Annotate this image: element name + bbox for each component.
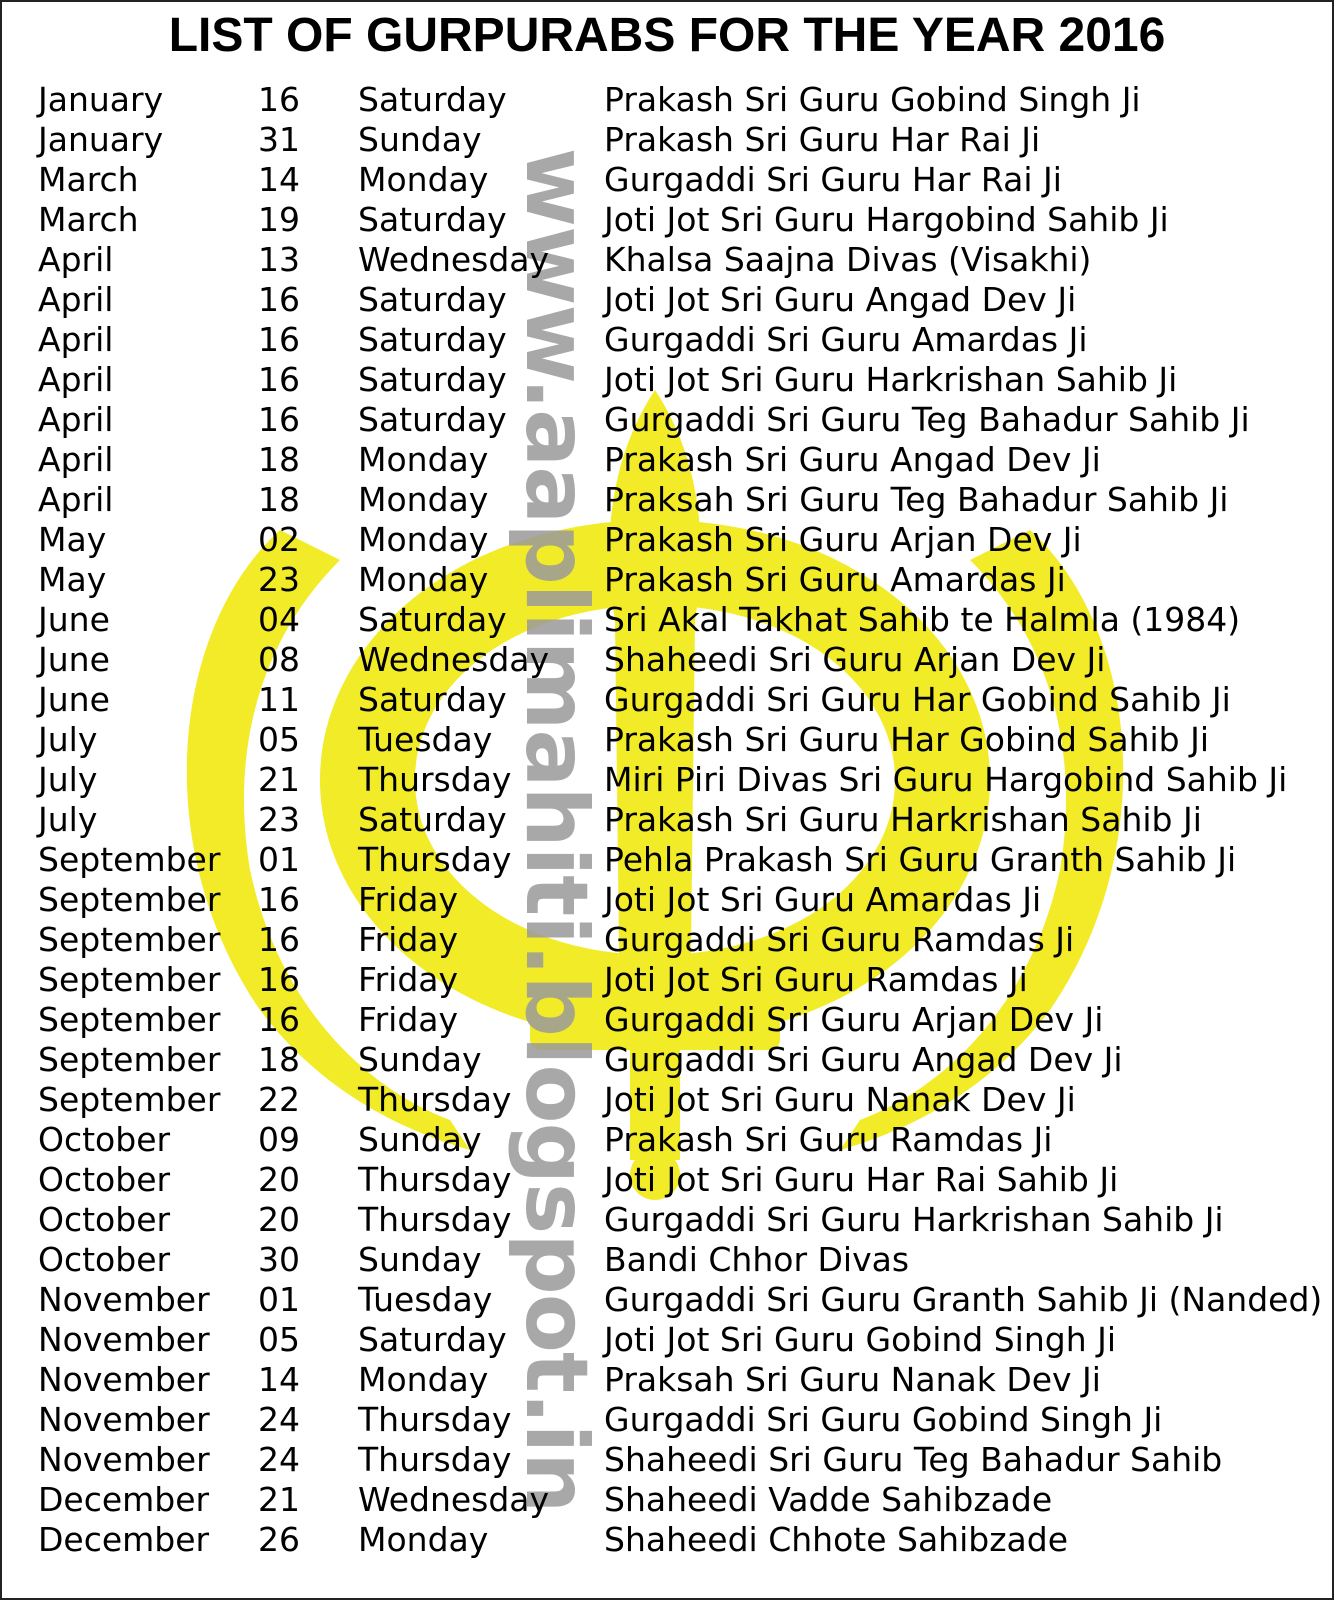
list-item xyxy=(0,960,1334,1000)
list-item xyxy=(0,1440,1334,1480)
row-day: 21 xyxy=(258,1480,300,1519)
row-day: 24 xyxy=(258,1400,300,1439)
row-weekday: Thursday xyxy=(358,760,512,799)
row-event: Gurgaddi Sri Guru Arjan Dev Ji xyxy=(604,1000,1104,1039)
row-event: Prakash Sri Guru Arjan Dev Ji xyxy=(604,520,1082,559)
row-day: 01 xyxy=(258,1280,300,1319)
row-day: 20 xyxy=(258,1160,300,1199)
row-event: Joti Jot Sri Guru Ramdas Ji xyxy=(604,960,1028,999)
row-weekday: Saturday xyxy=(358,800,507,839)
row-weekday: Tuesday xyxy=(358,720,493,759)
row-month: November xyxy=(38,1320,210,1359)
row-weekday: Tuesday xyxy=(358,1280,493,1319)
row-event: Joti Jot Sri Guru Angad Dev Ji xyxy=(604,280,1077,319)
list-item xyxy=(0,1080,1334,1120)
row-event: Khalsa Saajna Divas (Visakhi) xyxy=(604,240,1092,279)
row-month: September xyxy=(38,840,221,879)
row-month: September xyxy=(38,1000,221,1039)
row-event: Joti Jot Sri Guru Amardas Ji xyxy=(604,880,1042,919)
row-day: 16 xyxy=(258,400,300,439)
row-day: 22 xyxy=(258,1080,300,1119)
list-item xyxy=(0,760,1334,800)
row-month: May xyxy=(38,520,107,559)
list-item xyxy=(0,1040,1334,1080)
row-month: November xyxy=(38,1360,210,1399)
row-day: 13 xyxy=(258,240,300,279)
row-weekday: Thursday xyxy=(358,1440,512,1479)
row-day: 16 xyxy=(258,280,300,319)
row-weekday: Wednesday xyxy=(358,1480,550,1519)
row-weekday: Saturday xyxy=(358,320,507,359)
list-item xyxy=(0,1280,1334,1320)
list-item xyxy=(0,480,1334,520)
row-month: April xyxy=(38,480,114,519)
row-month: November xyxy=(38,1400,210,1439)
row-day: 16 xyxy=(258,320,300,359)
row-weekday: Thursday xyxy=(358,1160,512,1199)
list-item xyxy=(0,160,1334,200)
row-month: October xyxy=(38,1200,171,1239)
row-day: 09 xyxy=(258,1120,300,1159)
row-month: December xyxy=(38,1520,210,1559)
row-month: November xyxy=(38,1440,210,1479)
row-event: Prakash Sri Guru Ramdas Ji xyxy=(604,1120,1053,1159)
row-weekday: Sunday xyxy=(358,1040,482,1079)
list-item xyxy=(0,320,1334,360)
row-event: Prakash Sri Guru Amardas Ji xyxy=(604,560,1066,599)
row-weekday: Friday xyxy=(358,880,459,919)
list-item xyxy=(0,1120,1334,1160)
row-day: 16 xyxy=(258,1000,300,1039)
list-item xyxy=(0,440,1334,480)
row-event: Bandi Chhor Divas xyxy=(604,1240,910,1279)
row-weekday: Monday xyxy=(358,440,489,479)
row-event: Prakash Sri Guru Gobind Singh Ji xyxy=(604,80,1141,119)
row-day: 18 xyxy=(258,480,300,519)
list-item xyxy=(0,80,1334,120)
row-day: 05 xyxy=(258,720,300,759)
row-day: 18 xyxy=(258,1040,300,1079)
row-event: Gurgaddi Sri Guru Granth Sahib Ji (Nanded) xyxy=(604,1280,1323,1319)
row-month: January xyxy=(38,80,164,119)
row-event: Sri Akal Takhat Sahib te Halmla (1984) xyxy=(604,600,1241,639)
row-event: Joti Jot Sri Guru Harkrishan Sahib Ji xyxy=(604,360,1178,399)
row-weekday: Saturday xyxy=(358,680,507,719)
row-day: 23 xyxy=(258,560,300,599)
watermark-url-text: www.aaplimahiti.blogspot.in xyxy=(506,147,606,1513)
row-event: Joti Jot Sri Guru Nanak Dev Ji xyxy=(604,1080,1076,1119)
row-weekday: Monday xyxy=(358,520,489,559)
row-month: April xyxy=(38,400,114,439)
row-event: Gurgaddi Sri Guru Gobind Singh Ji xyxy=(604,1400,1163,1439)
row-weekday: Friday xyxy=(358,1000,459,1039)
row-day: 14 xyxy=(258,1360,300,1399)
list-item xyxy=(0,120,1334,160)
row-event: Pehla Prakash Sri Guru Granth Sahib Ji xyxy=(604,840,1237,879)
row-day: 24 xyxy=(258,1440,300,1479)
list-item xyxy=(0,1360,1334,1400)
row-weekday: Thursday xyxy=(358,1400,512,1439)
list-item xyxy=(0,200,1334,240)
list-item xyxy=(0,1320,1334,1360)
row-day: 18 xyxy=(258,440,300,479)
row-month: June xyxy=(38,640,110,679)
row-event: Shaheedi Chhote Sahibzade xyxy=(604,1520,1068,1559)
row-event: Praksah Sri Guru Nanak Dev Ji xyxy=(604,1360,1101,1399)
row-day: 19 xyxy=(258,200,300,239)
row-event: Gurgaddi Sri Guru Teg Bahadur Sahib Ji xyxy=(604,400,1250,439)
row-day: 01 xyxy=(258,840,300,879)
list-item xyxy=(0,240,1334,280)
row-event: Gurgaddi Sri Guru Amardas Ji xyxy=(604,320,1088,359)
row-day: 04 xyxy=(258,600,300,639)
row-month: April xyxy=(38,320,114,359)
list-item xyxy=(0,1200,1334,1240)
list-item xyxy=(0,880,1334,920)
list-item xyxy=(0,1400,1334,1440)
row-month: May xyxy=(38,560,107,599)
row-month: September xyxy=(38,1040,221,1079)
row-month: September xyxy=(38,880,221,919)
row-day: 26 xyxy=(258,1520,300,1559)
row-weekday: Friday xyxy=(358,920,459,959)
row-day: 16 xyxy=(258,80,300,119)
row-event: Prakash Sri Guru Har Rai Ji xyxy=(604,120,1041,159)
row-weekday: Saturday xyxy=(358,600,507,639)
row-day: 31 xyxy=(258,120,300,159)
row-weekday: Saturday xyxy=(358,280,507,319)
list-item xyxy=(0,840,1334,880)
row-month: April xyxy=(38,360,114,399)
row-weekday: Monday xyxy=(358,1520,489,1559)
row-month: April xyxy=(38,440,114,479)
row-weekday: Sunday xyxy=(358,1120,482,1159)
row-month: March xyxy=(38,200,139,239)
list-item xyxy=(0,520,1334,560)
row-event: Prakash Sri Guru Angad Dev Ji xyxy=(604,440,1101,479)
row-weekday: Thursday xyxy=(358,1080,512,1119)
row-month: October xyxy=(38,1120,171,1159)
row-event: Joti Jot Sri Guru Har Rai Sahib Ji xyxy=(604,1160,1119,1199)
row-day: 16 xyxy=(258,960,300,999)
row-event: Prakash Sri Guru Harkrishan Sahib Ji xyxy=(604,800,1202,839)
row-day: 30 xyxy=(258,1240,300,1279)
list-item xyxy=(0,640,1334,680)
row-event: Shaheedi Sri Guru Arjan Dev Ji xyxy=(604,640,1106,679)
row-weekday: Monday xyxy=(358,160,489,199)
row-month: September xyxy=(38,920,221,959)
row-event: Gurgaddi Sri Guru Har Rai Ji xyxy=(604,160,1062,199)
row-weekday: Sunday xyxy=(358,1240,482,1279)
row-day: 16 xyxy=(258,920,300,959)
row-event: Gurgaddi Sri Guru Angad Dev Ji xyxy=(604,1040,1123,1079)
row-month: June xyxy=(38,600,110,639)
row-weekday: Monday xyxy=(358,560,489,599)
list-item xyxy=(0,400,1334,440)
row-month: March xyxy=(38,160,139,199)
row-weekday: Saturday xyxy=(358,80,507,119)
row-weekday: Thursday xyxy=(358,1200,512,1239)
row-day: 21 xyxy=(258,760,300,799)
row-month: December xyxy=(38,1480,210,1519)
row-weekday: Saturday xyxy=(358,1320,507,1359)
list-item xyxy=(0,1160,1334,1200)
row-month: April xyxy=(38,240,114,279)
row-event: Gurgaddi Sri Guru Harkrishan Sahib Ji xyxy=(604,1200,1224,1239)
row-weekday: Saturday xyxy=(358,400,507,439)
row-day: 08 xyxy=(258,640,300,679)
row-weekday: Sunday xyxy=(358,120,482,159)
list-item xyxy=(0,1520,1334,1560)
row-month: October xyxy=(38,1240,171,1279)
list-item xyxy=(0,1480,1334,1520)
row-month: April xyxy=(38,280,114,319)
row-day: 23 xyxy=(258,800,300,839)
list-item xyxy=(0,1240,1334,1280)
row-month: November xyxy=(38,1280,210,1319)
row-day: 14 xyxy=(258,160,300,199)
row-month: January xyxy=(38,120,164,159)
list-item xyxy=(0,800,1334,840)
row-weekday: Monday xyxy=(358,480,489,519)
list-item xyxy=(0,920,1334,960)
row-month: October xyxy=(38,1160,171,1199)
row-day: 20 xyxy=(258,1200,300,1239)
row-event: Prakash Sri Guru Har Gobind Sahib Ji xyxy=(604,720,1210,759)
row-weekday: Monday xyxy=(358,1360,489,1399)
row-event: Gurgaddi Sri Guru Ramdas Ji xyxy=(604,920,1075,959)
list-item xyxy=(0,720,1334,760)
row-event: Miri Piri Divas Sri Guru Hargobind Sahib Ji xyxy=(604,760,1288,799)
list-item xyxy=(0,280,1334,320)
row-month: September xyxy=(38,1080,221,1119)
row-weekday: Thursday xyxy=(358,840,512,879)
row-event: Joti Jot Sri Guru Gobind Singh Ji xyxy=(604,1320,1117,1359)
row-weekday: Saturday xyxy=(358,200,507,239)
row-day: 11 xyxy=(258,680,300,719)
row-event: Shaheedi Sri Guru Teg Bahadur Sahib xyxy=(604,1440,1223,1479)
row-event: Shaheedi Vadde Sahibzade xyxy=(604,1480,1053,1519)
list-item xyxy=(0,680,1334,720)
row-month: July xyxy=(38,720,98,759)
row-event: Praksah Sri Guru Teg Bahadur Sahib Ji xyxy=(604,480,1229,519)
list-item xyxy=(0,360,1334,400)
row-day: 02 xyxy=(258,520,300,559)
row-weekday: Wednesday xyxy=(358,640,550,679)
row-month: July xyxy=(38,760,98,799)
row-event: Joti Jot Sri Guru Hargobind Sahib Ji xyxy=(604,200,1169,239)
row-day: 16 xyxy=(258,360,300,399)
list-item xyxy=(0,560,1334,600)
row-month: June xyxy=(38,680,110,719)
row-weekday: Friday xyxy=(358,960,459,999)
gurpurab-list xyxy=(0,80,1334,1560)
row-month: July xyxy=(38,800,98,839)
list-item xyxy=(0,600,1334,640)
row-day: 16 xyxy=(258,880,300,919)
row-day: 05 xyxy=(258,1320,300,1359)
row-weekday: Wednesday xyxy=(358,240,550,279)
row-event: Gurgaddi Sri Guru Har Gobind Sahib Ji xyxy=(604,680,1231,719)
list-item xyxy=(0,1000,1334,1040)
row-weekday: Saturday xyxy=(358,360,507,399)
row-month: September xyxy=(38,960,221,999)
page-title: LIST OF GURPURABS FOR THE YEAR 2016 xyxy=(168,9,1166,62)
